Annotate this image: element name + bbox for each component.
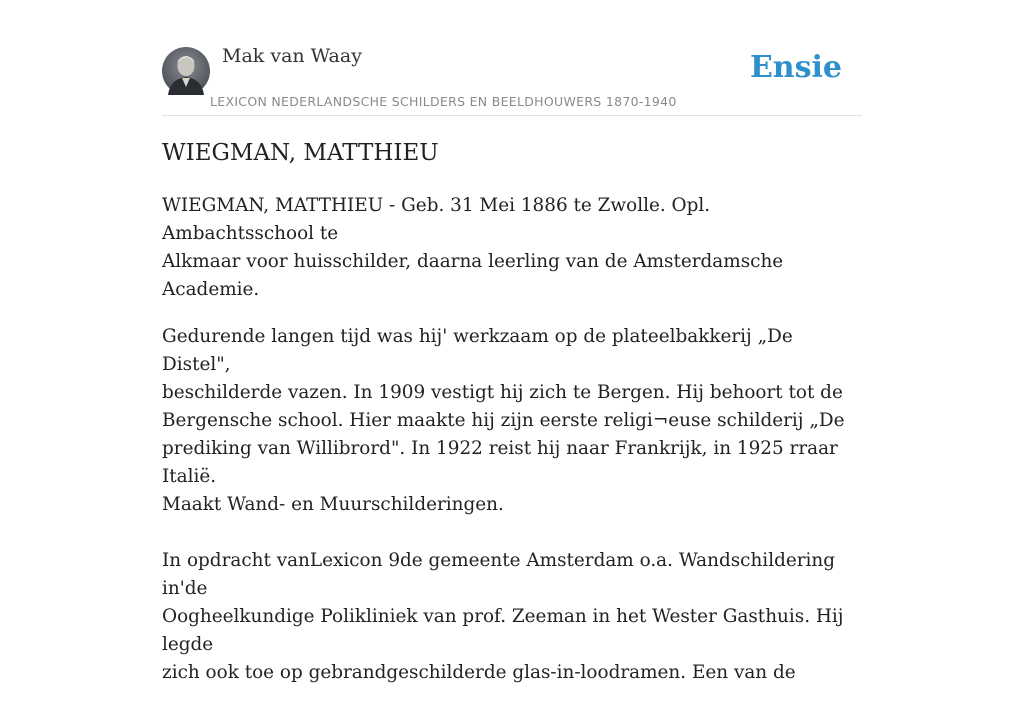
paragraph-1 xyxy=(162,192,862,304)
paragraph-2 xyxy=(162,323,862,519)
text-line: beschilderde vazen. In 1909 vestigt hij zich te Bergen. Hij behoort tot de xyxy=(162,382,843,403)
source-lexicon[interactable]: LEXICON NEDERLANDSCHE SCHILDERS EN BEELDHOUWERS 1870-1940 xyxy=(210,94,677,109)
article-header xyxy=(162,0,862,116)
author-name[interactable]: Mak van Waay xyxy=(222,45,362,67)
text-line: WIEGMAN, MATTHIEU - Geb. 31 Mei 1886 te Zwolle. Opl. Ambachtsschool te xyxy=(162,195,711,244)
text-line: Maakt Wand- en Muurschilderingen. xyxy=(162,494,504,515)
article-body xyxy=(162,192,862,706)
paragraph-3 xyxy=(162,547,862,687)
text-line: In opdracht vanLexicon 9de gemeente Amsterdam o.a. Wandschildering in'de xyxy=(162,550,836,599)
text-line: Gedurende langen tijd was hij' werkzaam op de plateelbakkerij „De Distel", xyxy=(162,326,793,375)
text-line: prediking van Willibrord". In 1922 reist hij naar Frankrijk, in 1925 rraar Italië. xyxy=(162,438,838,487)
text-line: Alkmaar voor huisschilder, daarna leerling van de Amsterdamsche Academie. xyxy=(162,251,784,300)
paragraph-gap xyxy=(162,519,862,547)
text-line: Oogheelkundige Polikliniek van prof. Zeeman in het Wester Gasthuis. Hij legde xyxy=(162,606,844,655)
portrait-icon xyxy=(162,47,210,95)
article-title: WIEGMAN, MATTHIEU xyxy=(162,140,439,166)
ensie-logo[interactable]: Ensie xyxy=(749,50,842,85)
text-line: zich ook toe op gebrandgeschilderde glas-in-loodramen. Een van de xyxy=(162,662,796,683)
text-line: Bergensche school. Hier maakte hij zijn eerste religi¬euse schilderij „De xyxy=(162,410,845,431)
author-avatar[interactable] xyxy=(162,47,210,95)
